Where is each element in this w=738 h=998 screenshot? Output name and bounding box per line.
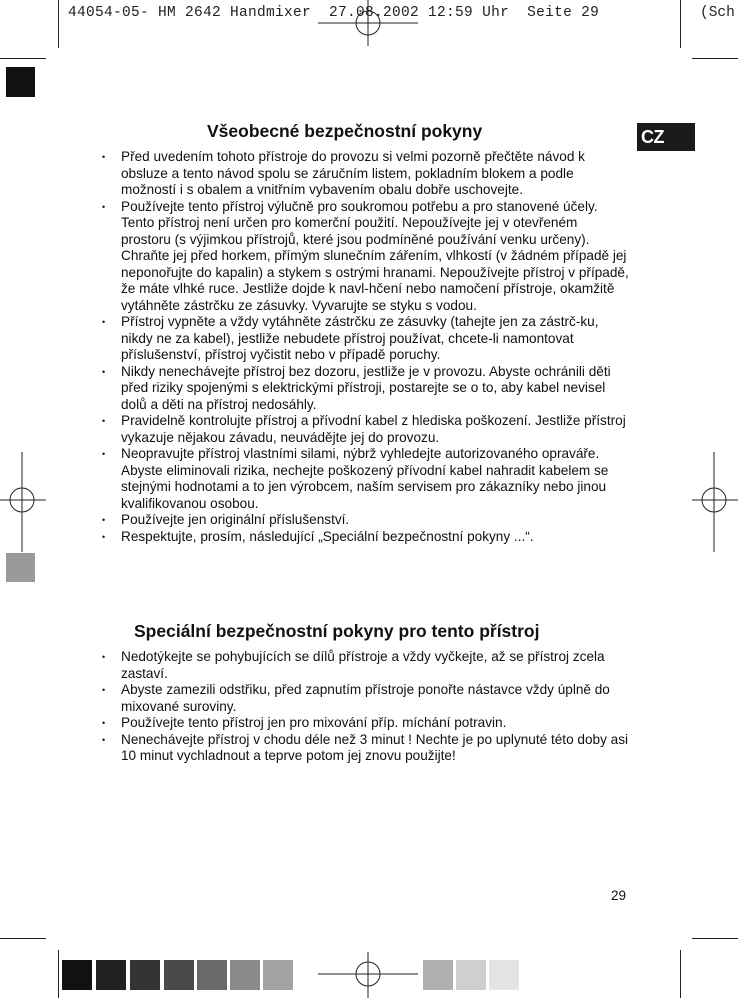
greyscale-bar: [489, 960, 519, 990]
print-slug-tail: (Sch: [700, 5, 735, 21]
greyscale-bar: [456, 960, 486, 990]
greyscale-bar: [164, 960, 194, 990]
greyscale-bar: [423, 960, 453, 990]
trim-mark: [692, 58, 738, 59]
general-safety-list: [102, 149, 630, 545]
trim-mark: [58, 950, 59, 998]
registration-mark-icon: [318, 952, 418, 998]
list-item: • Respektujte, prosím, následující „Speciální bezpečnostní pokyny ...“.: [102, 529, 630, 546]
list-item: • Nenechávejte přístroj v chodu déle než 3 minut ! Nechte je po uplynuté této doby asi 10 minut vychladnout a teprve potom jej znovu použijte!: [102, 732, 630, 765]
list-item: • Neopravujte přístroj vlastními silami, nýbrž vyhledejte autorizovaného opraváře. Abyste eliminovali rizika, nechejte poškozený přívodní kabel nahradit kabelem se stejnými hodnotami a to jen výrobcem, naším servisem pro zákazníky nebo jinou kvalifikovanou osobou.: [102, 446, 630, 512]
trim-mark: [0, 58, 46, 59]
language-tab: CZ: [637, 123, 695, 151]
trim-mark: [680, 0, 681, 48]
general-safety-title: Všeobecné bezpečnostní pokyny: [207, 121, 483, 141]
trim-mark: [58, 0, 59, 48]
greyscale-bar: [96, 960, 126, 990]
greyscale-bar: [230, 960, 260, 990]
trim-mark: [680, 950, 681, 998]
special-safety-title: Speciální bezpečnostní pokyny pro tento přístroj: [134, 621, 540, 641]
list-item: • Přístroj vypněte a vždy vytáhněte zástrčku ze zásuvky (tahejte jen za zástrč-ku, nikdy ne za kabel), jestliže nebudete přístroj používat, chcete-li namontovat příslušenství, přístroj vyčistit nebo v případě poruchy.: [102, 314, 630, 364]
list-item: • Používejte jen originální příslušenství.: [102, 512, 630, 529]
list-item: • Abyste zamezili odstřiku, před zapnutím přístroje ponořte nástavce vždy úplně do mixované suroviny.: [102, 682, 630, 715]
greyscale-bar: [130, 960, 160, 990]
greyscale-bar: [62, 960, 92, 990]
list-item: • Používejte tento přístroj jen pro mixování příp. míchání potravin.: [102, 715, 630, 732]
print-slug: 44054-05- HM 2642 Handmixer 27.08.2002 12:59 Uhr Seite 29: [68, 5, 600, 21]
list-item: • Nikdy nenechávejte přístroj bez dozoru, jestliže je v provozu. Abyste ochránili děti před riziky spojenými s elektrickými přístroji, postarejte se o to, aby kabel nevisel dolů a děti na přístroj nedosáhly.: [102, 364, 630, 414]
greyscale-bar: [263, 960, 293, 990]
trim-mark: [0, 938, 46, 939]
list-item: • Používejte tento přístroj výlučně pro soukromou potřebu a pro stanovené účely. Tento přístroj není určen pro komerční použití. Nepoužívejte jej v otevřeném prostoru (s výjimkou přístrojů, které jsou podmíněné používání venku určeny). Chraňte jej před horkem, přímým slunečním zářením, vlhkostí (v žádném případě jej neponořujte do kapalin) a stykem s ostrými hranami. Nepoužívejte přístroj v případě, že máte vlhké ruce. Jestliže dojde k navl-hčení nebo namočení přístroje, okamžitě vytáhněte zástrčku ze zásuvky. Vyvarujte se styku s vodou.: [102, 199, 630, 315]
grey-color-patch: [6, 553, 35, 582]
list-item: • Před uvedením tohoto přístroje do provozu si velmi pozorně přečtěte návod k obsluze a tento návod spolu se záručním listem, pokladním blokem a podle možností i s obalem a vnitřním vybavením obalu dobře uschovejte.: [102, 149, 630, 199]
special-safety-list: [102, 649, 630, 765]
registration-mark-icon: [692, 452, 738, 552]
black-color-patch: [6, 67, 35, 97]
list-item: • Pravidelně kontrolujte přístroj a přívodní kabel z hlediska poškození. Jestliže přístroj vykazuje nějakou závadu, neuvádějte jej do provozu.: [102, 413, 630, 446]
registration-mark-icon: [0, 452, 46, 552]
list-item: • Nedotýkejte se pohybujících se dílů přístroje a vždy vyčkejte, až se přístroj zcela zastaví.: [102, 649, 630, 682]
greyscale-bar: [197, 960, 227, 990]
trim-mark: [692, 938, 738, 939]
page-number: 29: [611, 888, 627, 903]
